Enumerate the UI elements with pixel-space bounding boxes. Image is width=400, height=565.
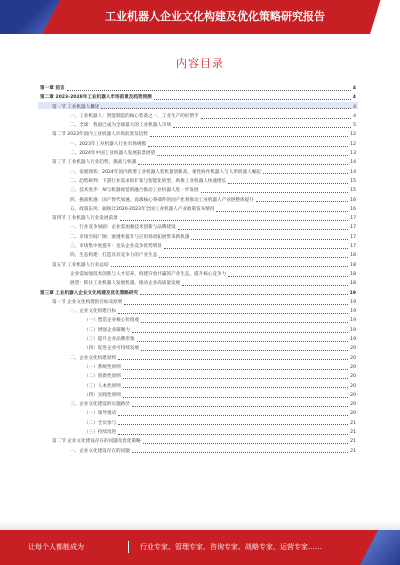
toc-leader-dots xyxy=(148,146,348,147)
toc-entry-text: 二、企业文化构建原则 xyxy=(70,355,116,361)
toc-leader-dots xyxy=(67,90,351,91)
toc-entry[interactable] xyxy=(40,121,356,130)
toc-entry-page: 16 xyxy=(350,206,356,212)
toc-entry-page: 5 xyxy=(353,123,356,129)
toc-entry-text: 第二章 2023-2028年工业机器人市场前景及趋势预测 xyxy=(40,95,152,101)
toc-entry-text: 企业需加强技术创新与人才培养，构建开放共赢的产业生态，提升核心竞争力 xyxy=(70,271,227,277)
toc-leader-dots xyxy=(118,424,348,425)
toc-entry-page: 17 xyxy=(350,234,356,240)
toc-entry-text: 第五节 工业机器人行业总结 xyxy=(52,262,109,268)
toc-entry[interactable] xyxy=(40,372,356,381)
toc-entry-text: 三、市场集中度提升：龙头企业竞争优势明显 xyxy=(70,244,162,250)
toc-leader-dots xyxy=(140,294,348,295)
toc-entry-text: （三）提升企业品牌形象 xyxy=(84,337,135,343)
toc-entry-page: 18 xyxy=(350,262,356,268)
toc-entry[interactable] xyxy=(40,307,356,316)
toc-leader-dots xyxy=(141,322,348,323)
toc-entry-page: 19 xyxy=(350,299,356,305)
footer-shadow xyxy=(0,520,400,530)
toc-leader-dots xyxy=(182,285,348,286)
toc-entry-text: （一）系统性原则 xyxy=(84,364,121,370)
toc-entry[interactable] xyxy=(40,447,356,456)
toc-entry-text: （二）增强企业凝聚力 xyxy=(84,327,130,333)
toc-leader-dots xyxy=(132,406,348,407)
toc-entry-page: 17 xyxy=(350,244,356,250)
toc-leader-dots xyxy=(228,276,348,277)
toc-entry[interactable] xyxy=(40,233,356,242)
toc-entry-page: 19 xyxy=(350,337,356,343)
toc-entry[interactable] xyxy=(40,251,356,260)
toc-entry-text: （三）持续改进 xyxy=(84,429,117,435)
toc-leader-dots xyxy=(132,332,348,333)
toc-entry[interactable] xyxy=(40,316,356,325)
toc-entry-text: （三）人本性原则 xyxy=(84,383,121,389)
toc-leader-dots xyxy=(138,164,348,165)
toc-leader-dots xyxy=(173,127,351,128)
toc-leader-dots xyxy=(150,136,348,137)
toc-leader-dots xyxy=(101,108,351,109)
toc-leader-dots xyxy=(118,313,348,314)
toc-entry-page: 20 xyxy=(350,383,356,389)
toc-entry-text: 四、挑战机遇：国产替代加速，高端核心零部件的国产化将推动工业机器人产业链整体提升 xyxy=(70,197,254,203)
toc-entry[interactable] xyxy=(40,196,356,205)
toc-leader-dots xyxy=(123,387,348,388)
toc-leader-dots xyxy=(256,201,348,202)
toc-entry[interactable] xyxy=(40,354,356,363)
toc-leader-dots xyxy=(141,350,348,351)
toc-entry-text: 二、市场空间广阔：渗透率提升与应用场景拓展带来新机遇 xyxy=(70,234,190,240)
toc-heading: 内容目录 xyxy=(176,57,224,70)
toc-leader-dots xyxy=(118,415,348,416)
toc-entry-text: 第三章 工业机器人企业文化构建及优化策略研究 xyxy=(40,290,139,296)
toc-entry[interactable] xyxy=(40,223,356,232)
toc-entry[interactable] xyxy=(40,168,356,177)
toc-entry-text: 一、2023年工业机器人行业市场规模 xyxy=(70,141,147,147)
toc-entry-page: 14 xyxy=(350,160,356,166)
toc-entry-text: 三、技术进步：AI与机器视觉的融合推动工业机器人进一步发展 xyxy=(70,188,199,194)
toc-leader-dots xyxy=(123,369,348,370)
toc-entry-page: 19 xyxy=(350,327,356,333)
toc-entry-text: （四）促进企业可持续发展 xyxy=(84,346,140,352)
toc-leader-dots xyxy=(263,173,348,174)
toc-entry-page: 21 xyxy=(350,420,356,426)
footer-slogan-right: 行业专家、管理专家、咨询专家、战略专家、运营专家…… xyxy=(140,543,322,551)
toc-entry-text: 展望：抓住工业机器人发展机遇，推动企业高质量发展 xyxy=(70,281,181,287)
document-title: 工业机器人企业文化构建及优化策略研究报告 xyxy=(105,10,325,23)
toc-entry[interactable] xyxy=(40,437,356,446)
toc-entry[interactable] xyxy=(40,177,356,186)
toc-entry-page: 14 xyxy=(350,169,356,175)
toc-leader-dots xyxy=(178,229,348,230)
toc-entry-text: 二、趋势研判：下游行业需求的扩张与智能化转型，助推工业机器人快速增长 xyxy=(70,178,227,184)
toc-leader-dots xyxy=(154,99,351,100)
toc-entry[interactable] xyxy=(40,270,356,279)
toc-entry-text: 五、政策东风：据统计2020-2023年全国工业机器人产业政策发布情况 xyxy=(70,206,215,212)
toc-entry[interactable] xyxy=(40,205,356,214)
toc-entry-text: 第一节 企业文化构建的目标及原则 xyxy=(52,299,123,305)
toc-entry-page: 20 xyxy=(350,402,356,408)
toc-entry-text: 一、企业文化建设存在的问题 xyxy=(70,448,130,454)
toc-entry-page: 18 xyxy=(350,281,356,287)
toc-entry-page: 17 xyxy=(350,225,356,231)
toc-leader-dots xyxy=(118,359,348,360)
toc-entry-text: 第四节 工业机器人行业发展前景 xyxy=(52,216,118,222)
toc-entry-text: （一）领导推动 xyxy=(84,411,117,417)
toc-entry-text: 第二节 企业文化建设存在的问题及优化策略 xyxy=(52,439,141,445)
toc-entry[interactable] xyxy=(40,214,356,223)
toc-entry-page: 16 xyxy=(350,197,356,203)
footer-separator xyxy=(128,541,129,553)
toc-entry[interactable] xyxy=(40,289,356,298)
toc-entry-page: 13 xyxy=(350,151,356,157)
toc-entry[interactable] xyxy=(40,103,356,112)
toc-entry-text: （二）创新性原则 xyxy=(84,374,121,380)
toc-entry[interactable] xyxy=(40,419,356,428)
toc-entry-text: （四）实践性原则 xyxy=(84,392,121,398)
toc-entry-page: 19 xyxy=(350,318,356,324)
toc-entry[interactable] xyxy=(40,409,356,418)
toc-entry[interactable] xyxy=(40,158,356,167)
toc-entry[interactable] xyxy=(40,400,356,409)
toc-entry-text: 四、生态构建：打造具有竞争力的产业生态 xyxy=(70,253,158,259)
toc-entry[interactable] xyxy=(40,149,356,158)
toc-entry-text: 第三节 工业机器人行业趋势、挑战与机遇 xyxy=(52,160,137,166)
toc-entry[interactable] xyxy=(40,186,356,195)
toc-leader-dots xyxy=(159,257,348,258)
toc-leader-dots xyxy=(118,434,348,435)
toc-leader-dots xyxy=(157,155,348,156)
toc-entry-page: 21 xyxy=(350,448,356,454)
toc-entry[interactable] xyxy=(40,391,356,400)
toc-entry-page: 18 xyxy=(350,253,356,259)
toc-leader-dots xyxy=(120,220,348,221)
toc-entry-text: 二、全球：我国已成为全球最大的工业机器人市场 xyxy=(70,123,172,129)
toc-entry[interactable] xyxy=(40,93,356,102)
toc-entry-text: 一、工业机器人：智能制造的核心装备之一，工业生产的好帮手 xyxy=(70,113,199,119)
toc-entry-text: 一、发展现状：2024年国内新增工业机器人装机量创新高，柔性协作机器人与人形机器人崛起 xyxy=(70,169,261,175)
toc-entry[interactable] xyxy=(40,363,356,372)
toc-entry-text: 第一节 工业机器人概述 xyxy=(52,104,100,110)
toc-entry-page: 4 xyxy=(353,104,356,110)
toc-leader-dots xyxy=(201,192,349,193)
toc-entry-page: 20 xyxy=(350,364,356,370)
toc-entry-text: 三、企业文化建设的实施路径 xyxy=(70,402,130,408)
toc-entry-page: 4 xyxy=(352,95,356,101)
toc-entry-page: 12 xyxy=(350,132,356,138)
toc-entry-page: 18 xyxy=(350,271,356,277)
toc-entry[interactable] xyxy=(40,130,356,139)
toc-leader-dots xyxy=(124,304,348,305)
toc-entry-page: 4 xyxy=(352,86,356,91)
toc-entry[interactable] xyxy=(40,428,356,437)
toc-entry-page: 19 xyxy=(350,309,356,315)
toc-entry-page: 21 xyxy=(350,439,356,445)
toc-entry[interactable] xyxy=(40,112,356,121)
toc-entry-text: 第一章 前言 xyxy=(40,86,65,91)
toc-leader-dots xyxy=(228,183,348,184)
toc-leader-dots xyxy=(164,248,348,249)
toc-entry-page: 19 xyxy=(349,290,356,296)
toc-entry-text: 二、2024年中国工业机器人发展前景展望 xyxy=(70,151,156,157)
toc-entry-page: 12 xyxy=(350,141,356,147)
toc-entry-text: （一）塑造企业核心价值观 xyxy=(84,318,140,324)
toc-entry[interactable] xyxy=(40,326,356,335)
toc-leader-dots xyxy=(132,452,348,453)
toc-entry[interactable] xyxy=(40,261,356,270)
toc-list xyxy=(40,84,356,456)
toc-entry-page: 20 xyxy=(350,374,356,380)
toc-entry-page: 21 xyxy=(350,429,356,435)
toc-entry[interactable] xyxy=(40,298,356,307)
toc-leader-dots xyxy=(201,118,351,119)
toc-leader-dots xyxy=(216,211,348,212)
toc-leader-dots xyxy=(191,239,348,240)
toc-leader-dots xyxy=(143,443,348,444)
toc-entry[interactable] xyxy=(40,335,356,344)
toc-entry[interactable] xyxy=(40,382,356,391)
toc-entry-page: 20 xyxy=(350,411,356,417)
toc-leader-dots xyxy=(111,266,349,267)
footer-slogan-left: 让每个人都能成为 xyxy=(28,543,84,551)
toc-entry-page: 4 xyxy=(353,113,356,119)
toc-leader-dots xyxy=(123,378,348,379)
toc-entry[interactable] xyxy=(40,242,356,251)
toc-entry-text: 一、行业竞争加剧：企业需加强技术创新与品牌建设 xyxy=(70,225,176,231)
toc-entry[interactable] xyxy=(40,84,356,93)
toc-entry-page: 20 xyxy=(350,355,356,361)
toc-entry-page: 17 xyxy=(350,216,356,222)
toc-entry-text: 第二节 2023年国内工业机器人市场前景及趋势 xyxy=(52,132,148,138)
toc-entry-text: 一、企业文化构建目标 xyxy=(70,309,116,315)
toc-entry-text: （二）全员参与 xyxy=(84,420,117,426)
toc-entry[interactable] xyxy=(40,344,356,353)
toc-entry-page: 20 xyxy=(350,392,356,398)
toc-entry[interactable] xyxy=(40,279,356,288)
toc-entry-page: 15 xyxy=(350,178,356,184)
toc-entry-page: 20 xyxy=(350,346,356,352)
toc-leader-dots xyxy=(137,341,349,342)
toc-entry-page: 15 xyxy=(350,188,356,194)
toc-leader-dots xyxy=(123,397,348,398)
toc-entry[interactable] xyxy=(40,140,356,149)
